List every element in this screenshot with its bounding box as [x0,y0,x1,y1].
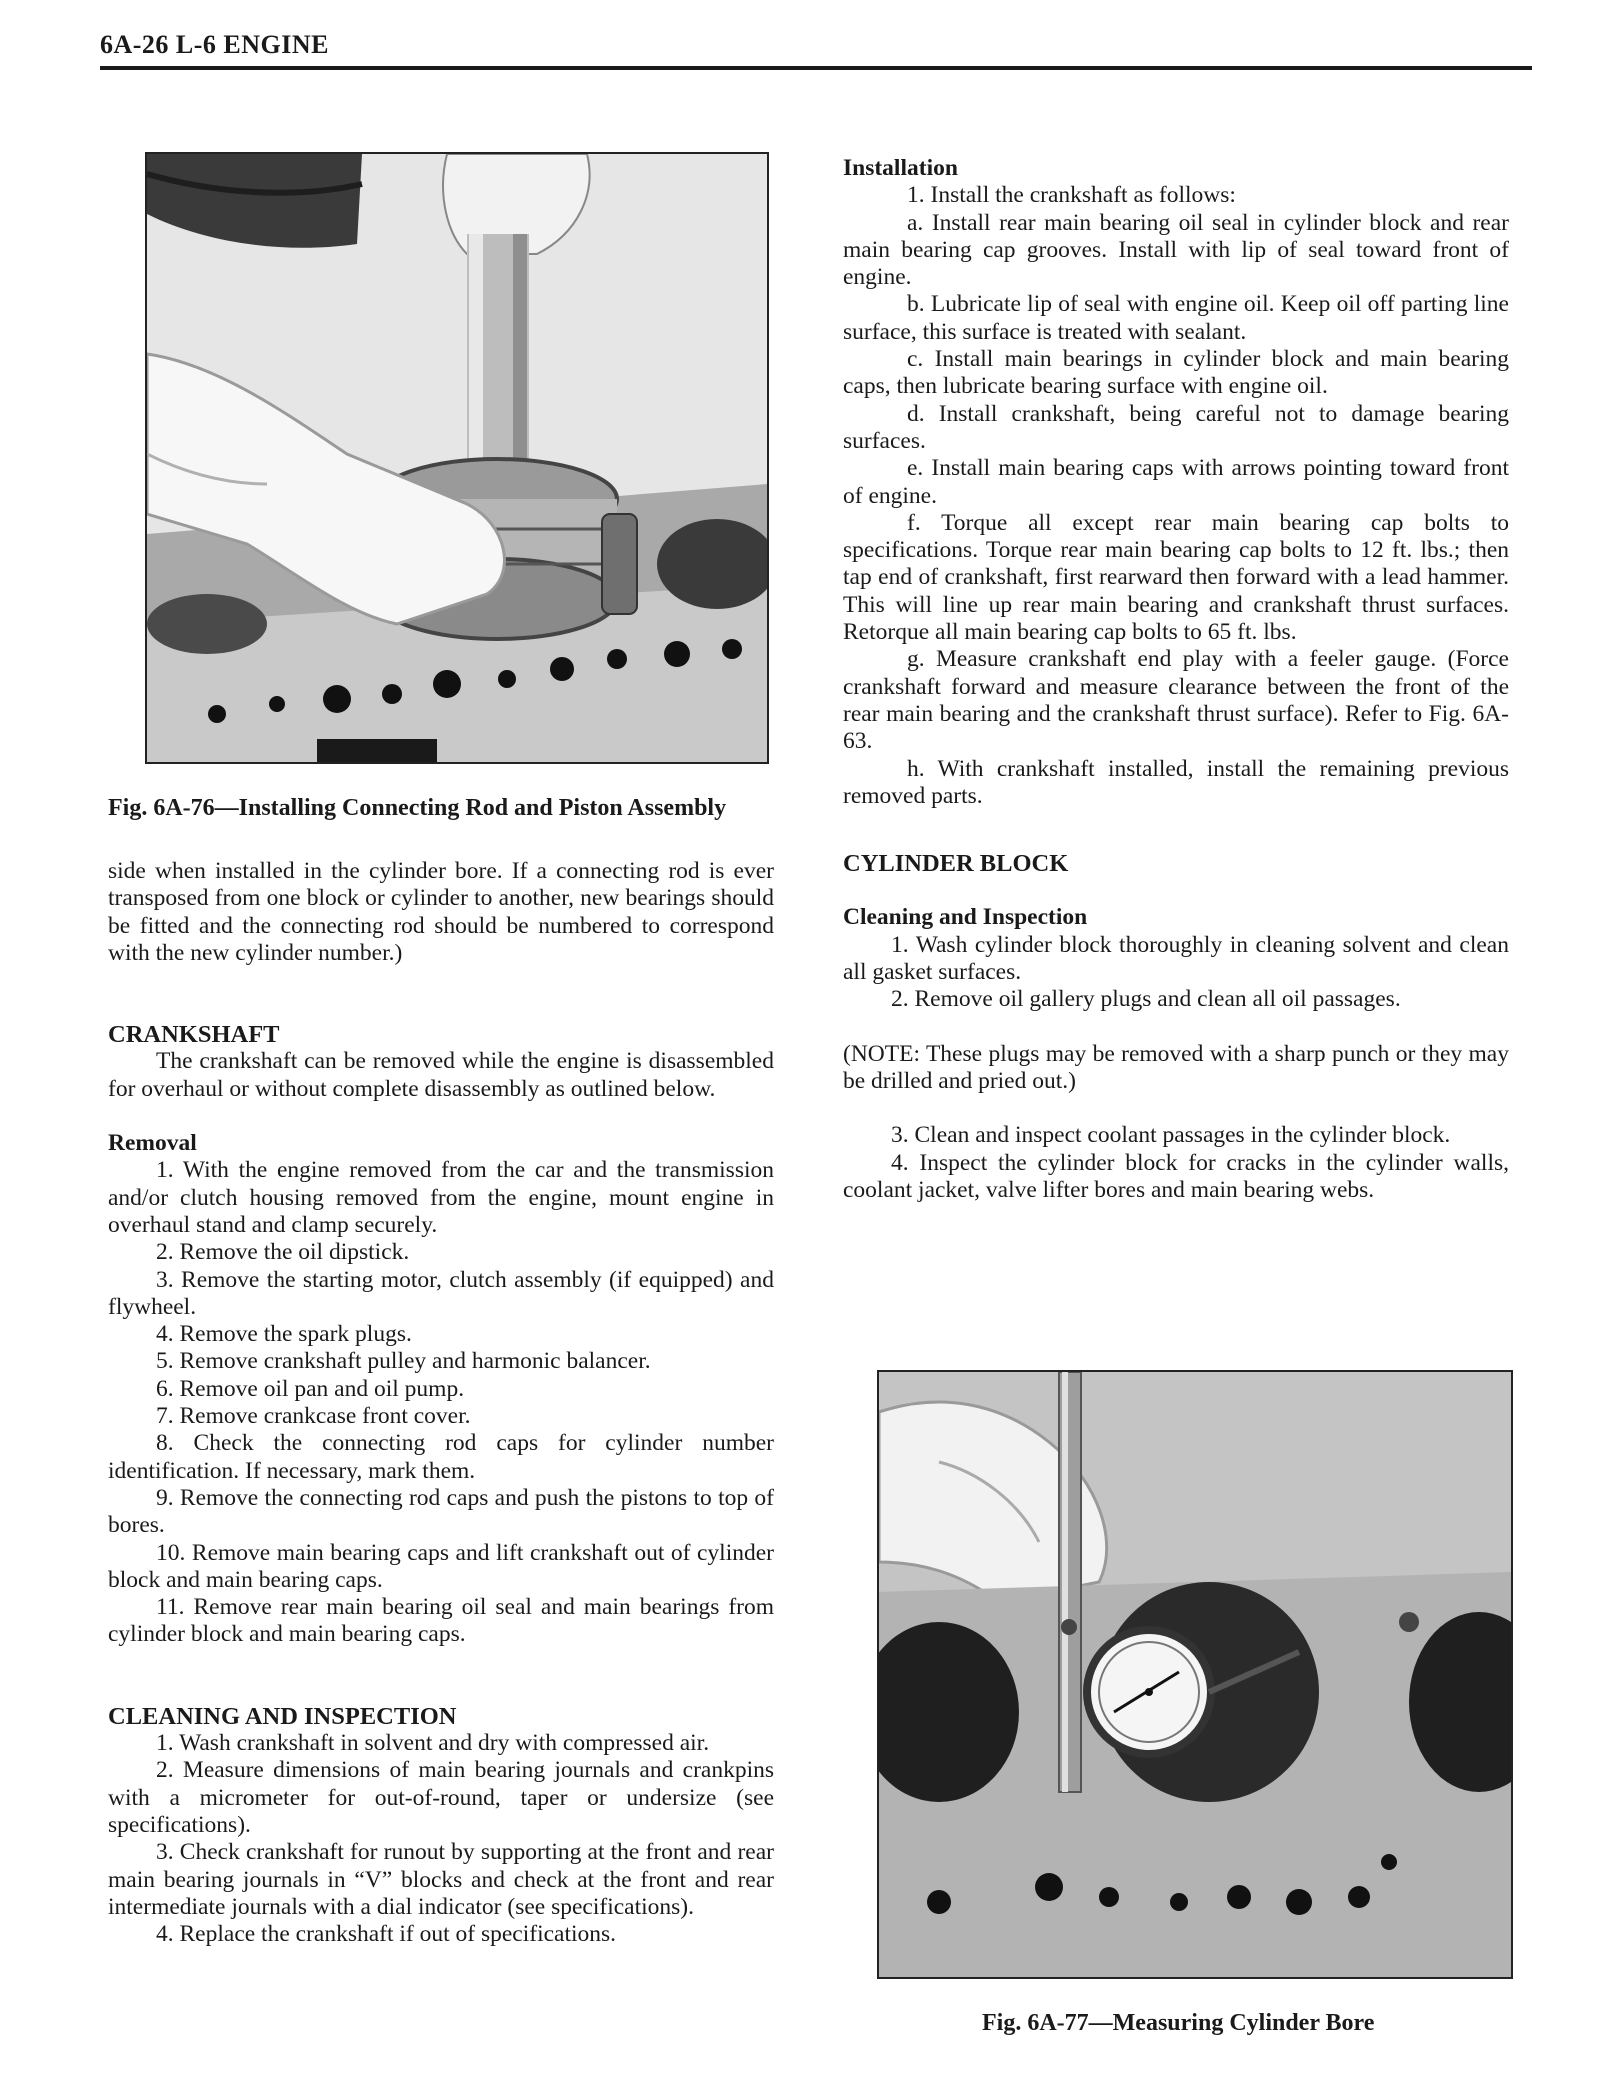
cylinder-block-heading: CYLINDER BLOCK [843,850,1069,878]
removal-step: 3. Remove the starting motor, clutch assembly (if equipped) and flywheel. [108,1266,774,1320]
removal-step: 1. With the engine removed from the car and the transmission and/or clutch housing removed from the engine, mount engine in overhaul stand and clamp securely. [108,1157,774,1238]
cleaning-step: 2. Measure dimensions of main bearing journals and crankpins with a micrometer for out-of-round, taper or undersize (see specifications). [108,1757,774,1838]
cylinder-bore-gauge-illustration [879,1372,1511,1977]
removal-heading: Removal [108,1130,197,1157]
removal-step: 7. Remove crankcase front cover. [156,1403,471,1430]
left-column [108,858,774,1948]
figure-6a-77-caption: Fig. 6A-77—Measuring Cylinder Bore [982,2010,1375,2036]
figure-6a-77-photo [877,1370,1513,1979]
cleaning-step: 3. Check crankshaft for runout by supporting at the front and rear main bearing journals in “V” blocks and check at the front and rear intermediate journals with a dial indicator (see specifications). [108,1839,774,1920]
running-head: 6A-26 L-6 ENGINE [100,30,330,59]
crankshaft-heading: CRANKSHAFT [108,1021,280,1049]
installation-substep: h. With crankshaft installed, install the remaining previous removed parts. [843,755,1509,809]
removal-step: 8. Check the connecting rod caps for cylinder number identification. If necessary, mark them. [108,1430,774,1484]
installation-step: 1. Install the crankshaft as follows: [907,182,1236,209]
installation-substep: c. Install main bearings in cylinder block and main bearing caps, then lubricate bearing surface with engine oil. [843,346,1509,400]
installation-substep: a. Install rear main bearing oil seal in cylinder block and rear main bearing cap grooves. Install with lip of seal toward front of engine. [843,209,1509,291]
removal-step: 4. Remove the spark plugs. [156,1321,412,1348]
figure-6a-76-caption: Fig. 6A-76—Installing Connecting Rod and Piston Assembly [108,795,727,821]
cleaning-step: 4. Replace the crankshaft if out of specifications. [156,1921,617,1948]
installation-substep: b. Lubricate lip of seal with engine oil. Keep oil off parting line surface, this surface is treated with sealant. [843,291,1509,345]
removal-step: 9. Remove the connecting rod caps and push the pistons to top of bores. [108,1484,774,1539]
removal-step: 6. Remove oil pan and oil pump. [156,1375,465,1402]
installation-substep: e. Install main bearing caps with arrows pointing toward front of engine. [843,455,1509,509]
right-column [843,155,1509,1204]
cylinder-cleaning-heading: Cleaning and Inspection [843,904,1088,931]
cleaning-heading: CLEANING AND INSPECTION [108,1702,457,1730]
piston-installation-illustration [147,154,767,762]
cylinder-step: 1. Wash cylinder block thoroughly in cleaning solvent and clean all gasket surfaces. [843,931,1509,986]
cylinder-step: 4. Inspect the cylinder block for cracks in the cylinder walls, coolant jacket, valve lifter bores and main bearing webs. [843,1149,1509,1203]
header-rule [100,66,1532,70]
removal-step: 10. Remove main bearing caps and lift crankshaft out of cylinder block and main bearing caps. [108,1539,774,1593]
installation-heading: Installation [843,155,958,181]
cylinder-note: (NOTE: These plugs may be removed with a sharp punch or they may be drilled and pried out.) [843,1040,1509,1094]
figure-6a-76-photo [145,152,769,764]
cylinder-step: 2. Remove oil gallery plugs and clean all oil passages. [891,986,1401,1013]
installation-substep: g. Measure crankshaft end play with a feeler gauge. (Force crankshaft forward and measure clearance between the front of the rear main bearing and the crankshaft thrust surface). Refer to Fig. 6A-63. [843,646,1509,755]
removal-step: 2. Remove the oil dipstick. [156,1239,410,1266]
intro-continuation: side when installed in the cylinder bore. If a connecting rod is ever transposed from one block or cylinder to another, new bearings should be fitted and the connecting rod should be numbered to correspond with the new cylinder number.) [108,858,774,966]
installation-substep: d. Install crankshaft, being careful not to damage bearing surfaces. [843,400,1509,454]
removal-step: 11. Remove rear main bearing oil seal and main bearings from cylinder block and main bearing caps. [108,1594,774,1648]
cylinder-step: 3. Clean and inspect coolant passages in the cylinder block. [891,1122,1451,1149]
installation-substep: f. Torque all except rear main bearing cap bolts to specifications. Torque rear main bearing cap bolts to 12 ft. lbs.; then tap end of crankshaft, first rearward then forward with a lead hammer. This will line up rear main bearing and crankshaft thrust surfaces. Retorque all main bearing cap bolts to 65 ft. lbs. [843,509,1509,646]
cleaning-step: 1. Wash crankshaft in solvent and dry with compressed air. [156,1730,710,1757]
removal-step: 5. Remove crankshaft pulley and harmonic balancer. [156,1348,651,1375]
crankshaft-intro: The crankshaft can be removed while the engine is disassembled for overhaul or without complete disassembly as outlined below. [108,1048,774,1102]
